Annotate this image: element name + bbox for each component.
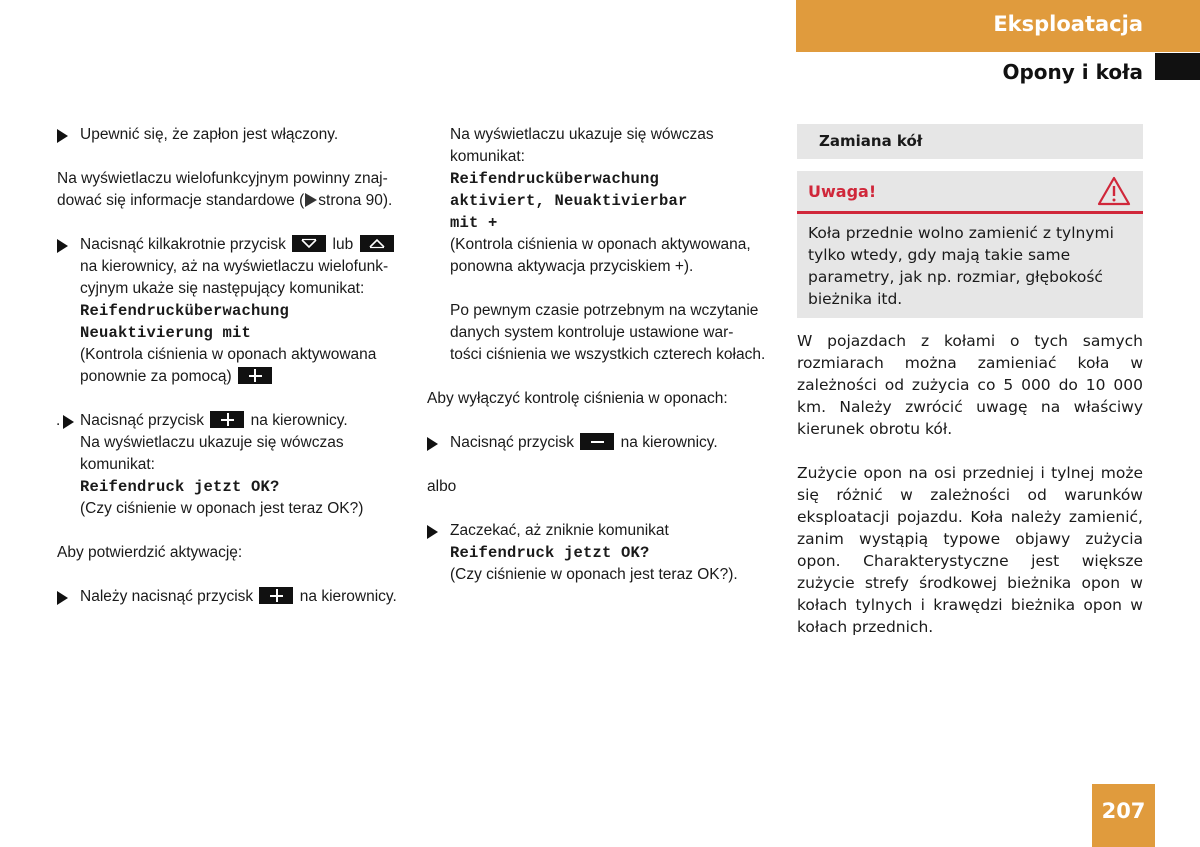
bullet-arrow-icon — [57, 239, 68, 253]
paragraph-line: tości ciśnienia we wszystkich czterech kołach. — [450, 346, 766, 363]
bullet-arrow-icon — [427, 525, 438, 539]
warning-header — [797, 171, 1143, 214]
subsection-title: Opony i koła — [1002, 60, 1143, 84]
minus-button-icon — [580, 433, 614, 450]
display-message: mit + — [450, 214, 498, 232]
step-text: Należy nacisnąć przycisk na kierownicy. — [80, 588, 397, 605]
display-message: Neuaktivierung mit — [80, 324, 252, 342]
warning-triangle-icon — [1097, 176, 1131, 213]
down-button-icon — [292, 235, 326, 252]
up-button-icon — [360, 235, 394, 252]
paragraph-line: albo — [427, 478, 457, 495]
step-item — [57, 124, 407, 146]
paragraph-line: Aby potwierdzić aktywację: — [57, 544, 243, 561]
plus-button-icon — [259, 587, 293, 604]
paragraph-line: Po pewnym czasie potrzebnym na wczytanie — [450, 302, 759, 319]
display-message: Reifendrucküberwachung — [450, 170, 660, 188]
bullet-arrow-icon — [57, 129, 68, 143]
paragraph: Zużycie opon na osi przedniej i tylnej może się różnić w zależności od warunków eksploatacji pojazdu. Koła należy zamienić, zanim wystąpią typowe objawy zużycia opon. Charakterystyczne jest większe zużycie strefy środkowej bieżnika opon w kołach tylnych i krawędzi bieżnika opon w kołach przednich. — [797, 464, 1143, 636]
stray-dot: . — [56, 412, 61, 429]
plus-button-icon — [210, 411, 244, 428]
step-text: (Kontrola ciśnienia w oponach aktywowana — [80, 346, 377, 363]
display-message: Reifendrucküberwachung — [80, 302, 290, 320]
step-item — [57, 586, 407, 608]
step-text: (Czy ciśnienie w oponach jest teraz OK?). — [450, 566, 738, 583]
column-right — [797, 124, 1143, 638]
step-item — [427, 432, 782, 454]
plus-button-icon — [238, 367, 272, 384]
step-text: Na wyświetlaczu ukazuje się wówczas — [80, 434, 344, 451]
step-text: cyjnym ukaże się następujący komunikat: — [80, 280, 365, 297]
step-text: na kierownicy, aż na wyświetlaczu wielofunk- — [80, 258, 389, 275]
step-text: Nacisnąć przycisk na kierownicy. — [450, 434, 718, 451]
bullet-arrow-icon — [427, 437, 438, 451]
section-header-bar — [796, 0, 1200, 52]
subsection-heading-box: Zamiana kół — [797, 124, 1143, 159]
column-left — [57, 124, 407, 608]
section-title: Eksploatacja — [993, 12, 1143, 36]
step-text: Upewnić się, że zapłon jest włączony. — [80, 126, 339, 143]
section-tab-marker — [1155, 53, 1200, 80]
warning-box — [797, 171, 1143, 318]
warning-text: Koła przednie wolno zamienić z tylnymi tylko wtedy, gdy mają takie same parametry, jak np. rozmiar, głębokość bieżnika itd. — [808, 224, 1114, 308]
paragraph-line: Na wyświetlaczu wielofunkcyjnym powinny znaj- — [57, 170, 388, 187]
paragraph-line: dować się informacje standardowe ( strona 90). — [57, 192, 393, 209]
step-text: Nacisnąć kilkakrotnie przycisk lub — [80, 234, 407, 256]
step-text: Nacisnąć przycisk na kierownicy. — [80, 412, 348, 429]
display-message: aktiviert, Neuaktivierbar — [450, 192, 688, 210]
step-item — [57, 234, 407, 388]
page-number: 207 — [1101, 799, 1146, 823]
step-item — [57, 410, 407, 520]
step-text: komunikat: — [80, 456, 155, 473]
paragraph-line: danych system kontroluje ustawione war- — [450, 324, 734, 341]
paragraph-line: (Kontrola ciśnienia w oponach aktywowana, — [450, 236, 751, 253]
bullet-arrow-icon — [57, 591, 68, 605]
step-text: Zaczekać, aż zniknie komunikat — [450, 522, 669, 539]
paragraph-line: Na wyświetlaczu ukazuje się wówczas — [450, 126, 714, 143]
paragraph-line: ponowna aktywacja przyciskiem +). — [450, 258, 694, 275]
step-text: (Czy ciśnienie w oponach jest teraz OK?) — [80, 500, 364, 517]
paragraph-line: komunikat: — [450, 148, 525, 165]
page-reference-icon — [305, 193, 317, 207]
step-text: ponownie za pomocą) — [80, 366, 407, 388]
column-middle — [427, 124, 782, 586]
display-message: Reifendruck jetzt OK? — [80, 478, 280, 496]
page-number-box — [1092, 784, 1155, 847]
paragraph: W pojazdach z kołami o tych samych rozmiarach można zamieniać koła w zależności od zużycia co 5 000 do 10 000 km. Należy zwrócić uwagę na właściwy kierunek obrotu kół. — [797, 332, 1143, 438]
warning-label: Uwaga! — [808, 182, 877, 201]
display-message: Reifendruck jetzt OK? — [450, 544, 650, 562]
bullet-arrow-icon — [63, 415, 74, 429]
step-item — [427, 520, 782, 586]
paragraph-line: Aby wyłączyć kontrolę ciśnienia w oponach: — [427, 390, 728, 407]
